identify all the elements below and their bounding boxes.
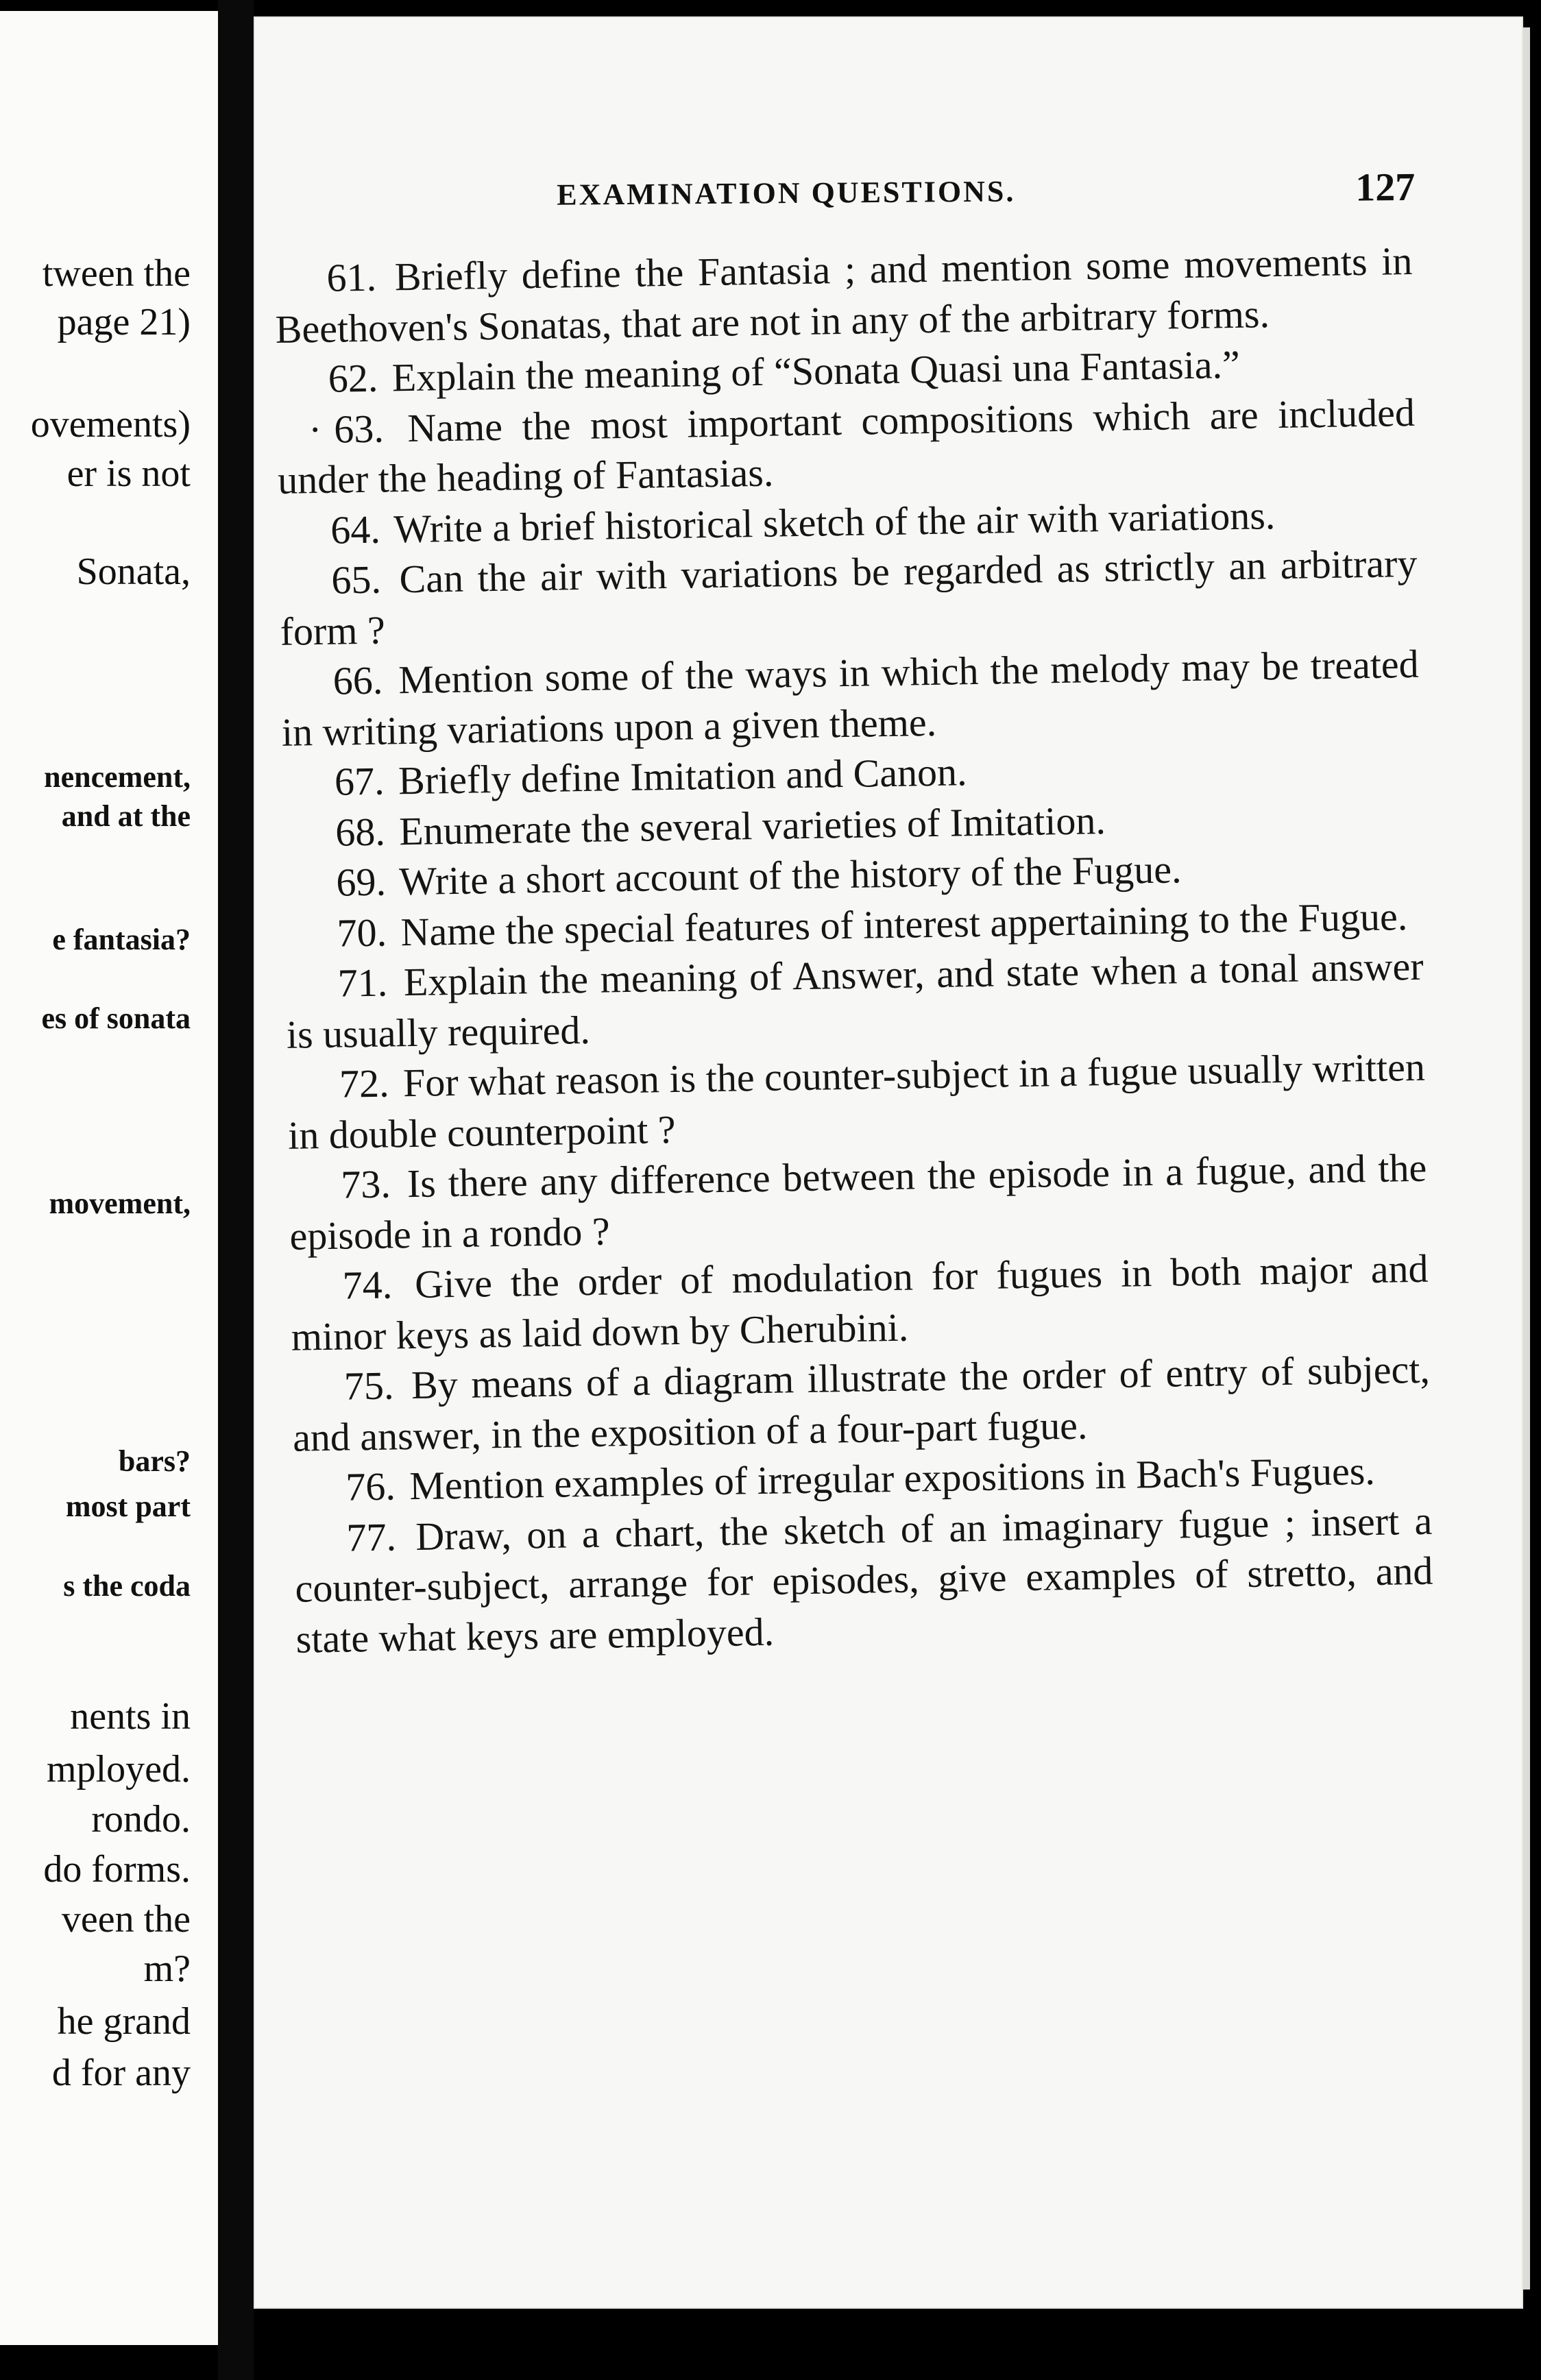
question-text: Give the order of modulation for fugues in both major and minor keys as laid down by Cherubini. — [291, 1246, 1429, 1359]
question-number: 73. — [340, 1161, 391, 1207]
question-number: 70. — [337, 910, 387, 956]
question-text: For what reason is the counter-subject in a fugue usually written in double counterpoint ? — [287, 1044, 1426, 1158]
question-number: 63. — [333, 406, 385, 452]
question-text: Explain the meaning of Answer, and state when a tonal answer is usually required. — [286, 943, 1424, 1057]
left-page-fragment: nents in — [70, 1695, 191, 1738]
question-item — [279, 538, 1418, 657]
question-item — [289, 1143, 1428, 1261]
question-number: 72. — [339, 1060, 390, 1106]
question-marker: · — [308, 406, 322, 452]
left-page-fragment: mployed. — [47, 1748, 191, 1790]
left-page — [0, 11, 218, 2345]
left-page-fragment: tween the — [42, 252, 191, 295]
left-page-fragment: e fantasia? — [52, 923, 191, 956]
question-number: 66. — [332, 657, 383, 703]
question-text: Briefly define Imitation and Canon. — [398, 749, 968, 803]
page-header — [274, 161, 1416, 225]
question-number: 75. — [343, 1363, 394, 1409]
running-head: EXAMINATION QUESTIONS. — [557, 174, 1016, 212]
question-text: Draw, on a chart, the sketch of an imaginary fugue ; insert a counter-subject, arrange for episodes, give examples of stretto, and state what keys are employed. — [295, 1498, 1433, 1662]
question-item — [276, 387, 1416, 505]
question-text: Name the special features of interest appertaining to the Fugue. — [400, 893, 1408, 954]
question-number: 64. — [330, 507, 381, 552]
question-number: 76. — [345, 1464, 396, 1509]
question-text: Enumerate the several varieties of Imitation. — [398, 797, 1106, 853]
left-page-fragment: s the coda — [63, 1569, 191, 1603]
left-page-fragment: do forms. — [43, 1848, 191, 1891]
question-number: 67. — [334, 758, 385, 804]
question-text: Can the air with variations be regarded as strictly an arbitrary form ? — [280, 540, 1418, 654]
question-item — [280, 639, 1420, 757]
left-page-fragment: he grand — [57, 2000, 191, 2043]
left-page-fragment: er is not — [66, 452, 191, 495]
page-number: 127 — [1355, 164, 1416, 210]
left-page-fragment: movement, — [49, 1187, 191, 1220]
question-item — [285, 941, 1424, 1060]
question-number: 71. — [337, 960, 388, 1006]
question-text: Explain the meaning of “Sonata Quasi una Fantasia.” — [391, 341, 1241, 400]
question-text: Write a short account of the history of the Fugue. — [398, 847, 1182, 904]
question-item — [287, 1042, 1426, 1161]
left-page-fragment: es of sonata — [41, 1001, 191, 1035]
left-page-fragment: bars? — [118, 1444, 191, 1478]
question-item — [291, 1344, 1431, 1463]
left-page-fragment: page 21) — [57, 301, 191, 343]
question-text: Write a brief historical sketch of the air with variations. — [393, 492, 1276, 551]
book-gutter — [218, 0, 254, 2380]
question-item — [290, 1243, 1429, 1362]
left-page-fragment: nencement, — [44, 760, 191, 794]
question-text: Mention some of the ways in which the melody may be treated in writing variations upon a given theme. — [281, 641, 1420, 755]
left-page-fragment: and at the — [61, 799, 191, 833]
left-page-fragment: rondo. — [91, 1798, 191, 1841]
left-page-fragment: Sonata, — [76, 550, 191, 593]
question-number: 65. — [330, 557, 382, 603]
left-page-fragment: ovements) — [30, 403, 191, 446]
questions-list — [274, 236, 1434, 1664]
left-page-fragment: veen the — [61, 1898, 191, 1941]
page-edge — [1523, 27, 1530, 2290]
question-text: Name the most important compositions which are included under the heading of Fantasias. — [277, 389, 1416, 502]
question-text: Mention examples of irregular expositions in Bach's Fugues. — [409, 1448, 1376, 1509]
question-text: Is there any difference between the episode in a fugue, and the episode in a rondo ? — [289, 1145, 1427, 1259]
question-number: 77. — [345, 1514, 397, 1560]
question-item — [274, 236, 1413, 354]
question-number: 61. — [326, 254, 377, 300]
question-number: 68. — [335, 809, 386, 855]
question-number: 74. — [342, 1262, 393, 1308]
left-page-fragment: most part — [65, 1490, 191, 1523]
question-number: 69. — [335, 859, 387, 905]
question-item — [294, 1495, 1434, 1664]
question-text: By means of a diagram illustrate the order of entry of subject, and answer, in the exposition of a four-part fugue. — [292, 1346, 1431, 1460]
question-number: 62. — [328, 355, 378, 401]
question-text: Briefly define the Fantasia ; and mention some movements in Beethoven's Sonatas, that are not in any of the arbitrary forms. — [275, 238, 1413, 352]
left-page-fragment: m? — [143, 1947, 191, 1990]
left-page-fragment: d for any — [51, 2052, 191, 2094]
